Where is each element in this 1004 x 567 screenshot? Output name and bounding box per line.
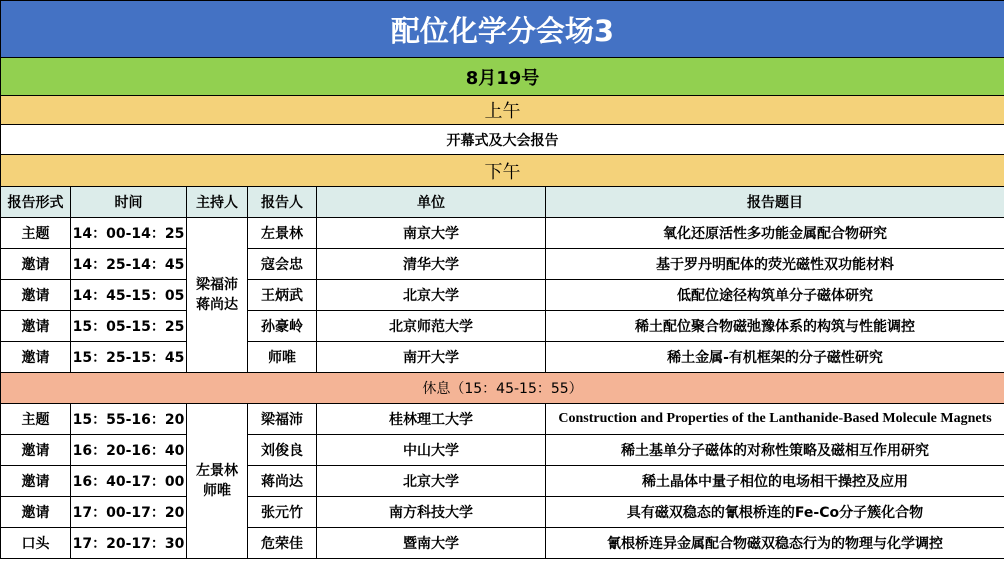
talk-format: 口头 <box>1 528 71 559</box>
talk-speaker: 张元竹 <box>248 497 317 528</box>
talk-time: 15：25-15：45 <box>71 342 187 373</box>
talk-unit: 南开大学 <box>317 342 546 373</box>
talk-time: 16：20-16：40 <box>71 435 187 466</box>
table-row <box>1 311 1004 342</box>
break-row: 休息（15：45-15：55） <box>1 373 1004 404</box>
talk-unit: 中山大学 <box>317 435 546 466</box>
talk-speaker: 左景林 <box>248 218 317 249</box>
header-speaker: 报告人 <box>248 187 317 218</box>
talk-format: 邀请 <box>1 311 71 342</box>
talk-unit: 北京大学 <box>317 280 546 311</box>
talk-unit: 暨南大学 <box>317 528 546 559</box>
talk-unit: 桂林理工大学 <box>317 404 546 435</box>
talk-time: 14：00-14：25 <box>71 218 187 249</box>
talk-speaker: 刘俊良 <box>248 435 317 466</box>
talk-time: 16：40-17：00 <box>71 466 187 497</box>
table-row <box>1 280 1004 311</box>
talk-topic: 氧化还原活性多功能金属配合物研究 <box>546 218 1004 249</box>
afternoon-heading: 下午 <box>1 155 1004 187</box>
column-header-row <box>1 187 1004 218</box>
session-hosts <box>187 218 248 373</box>
talk-topic: 低配位途径构筑单分子磁体研究 <box>546 280 1004 311</box>
talk-time: 17：00-17：20 <box>71 497 187 528</box>
talk-time: 15：05-15：25 <box>71 311 187 342</box>
talk-time: 17：20-17：30 <box>71 528 187 559</box>
talk-speaker: 寇会忠 <box>248 249 317 280</box>
header-format: 报告形式 <box>1 187 71 218</box>
table-row <box>1 466 1004 497</box>
host-name: 师唯 <box>203 483 231 499</box>
host-name: 梁福沛 <box>196 277 238 293</box>
talk-unit: 南方科技大学 <box>317 497 546 528</box>
talk-speaker: 师唯 <box>248 342 317 373</box>
session-hosts <box>187 404 248 559</box>
talk-time: 14：45-15：05 <box>71 280 187 311</box>
header-time: 时间 <box>71 187 187 218</box>
talk-unit: 清华大学 <box>317 249 546 280</box>
talk-topic: 基于罗丹明配体的荧光磁性双功能材料 <box>546 249 1004 280</box>
talk-speaker: 危荣佳 <box>248 528 317 559</box>
talk-topic: 稀土配位聚合物磁弛豫体系的构筑与性能调控 <box>546 311 1004 342</box>
talk-time: 14：25-14：45 <box>71 249 187 280</box>
morning-heading: 上午 <box>1 96 1004 125</box>
talk-topic: 稀土金属-有机框架的分子磁性研究 <box>546 342 1004 373</box>
table-row <box>1 342 1004 373</box>
table-row <box>1 404 1004 435</box>
table-row <box>1 435 1004 466</box>
date-heading: 8月19号 <box>1 58 1004 96</box>
talk-speaker: 王炳武 <box>248 280 317 311</box>
talk-format: 邀请 <box>1 249 71 280</box>
talk-format: 邀请 <box>1 435 71 466</box>
talk-format: 邀请 <box>1 280 71 311</box>
talk-topic: Construction and Properties of the Lanthanide-Based Molecule Magnets <box>546 404 1004 435</box>
host-name: 蒋尚达 <box>196 297 238 313</box>
talk-topic: 具有磁双稳态的氰根桥连的Fe-Co分子簇化合物 <box>546 497 1004 528</box>
talk-speaker: 梁福沛 <box>248 404 317 435</box>
talk-format: 邀请 <box>1 342 71 373</box>
talk-format: 邀请 <box>1 466 71 497</box>
talk-format: 邀请 <box>1 497 71 528</box>
header-unit: 单位 <box>317 187 546 218</box>
talk-format: 主题 <box>1 404 71 435</box>
talk-unit: 南京大学 <box>317 218 546 249</box>
talk-time: 15：55-16：20 <box>71 404 187 435</box>
talk-topic: 稀土基单分子磁体的对称性策略及磁相互作用研究 <box>546 435 1004 466</box>
table-row <box>1 218 1004 249</box>
host-name: 左景林 <box>196 463 238 479</box>
talk-format: 主题 <box>1 218 71 249</box>
talk-unit: 北京大学 <box>317 466 546 497</box>
talk-unit: 北京师范大学 <box>317 311 546 342</box>
header-topic: 报告题目 <box>546 187 1004 218</box>
header-host: 主持人 <box>187 187 248 218</box>
page-title: 配位化学分会场3 <box>1 1 1004 58</box>
morning-program: 开幕式及大会报告 <box>1 125 1004 155</box>
talk-topic: 氰根桥连异金属配合物磁双稳态行为的物理与化学调控 <box>546 528 1004 559</box>
table-row <box>1 497 1004 528</box>
talk-speaker: 孙豪岭 <box>248 311 317 342</box>
table-row <box>1 249 1004 280</box>
talk-speaker: 蒋尚达 <box>248 466 317 497</box>
table-row <box>1 528 1004 559</box>
talk-topic: 稀土晶体中量子相位的电场相干操控及应用 <box>546 466 1004 497</box>
